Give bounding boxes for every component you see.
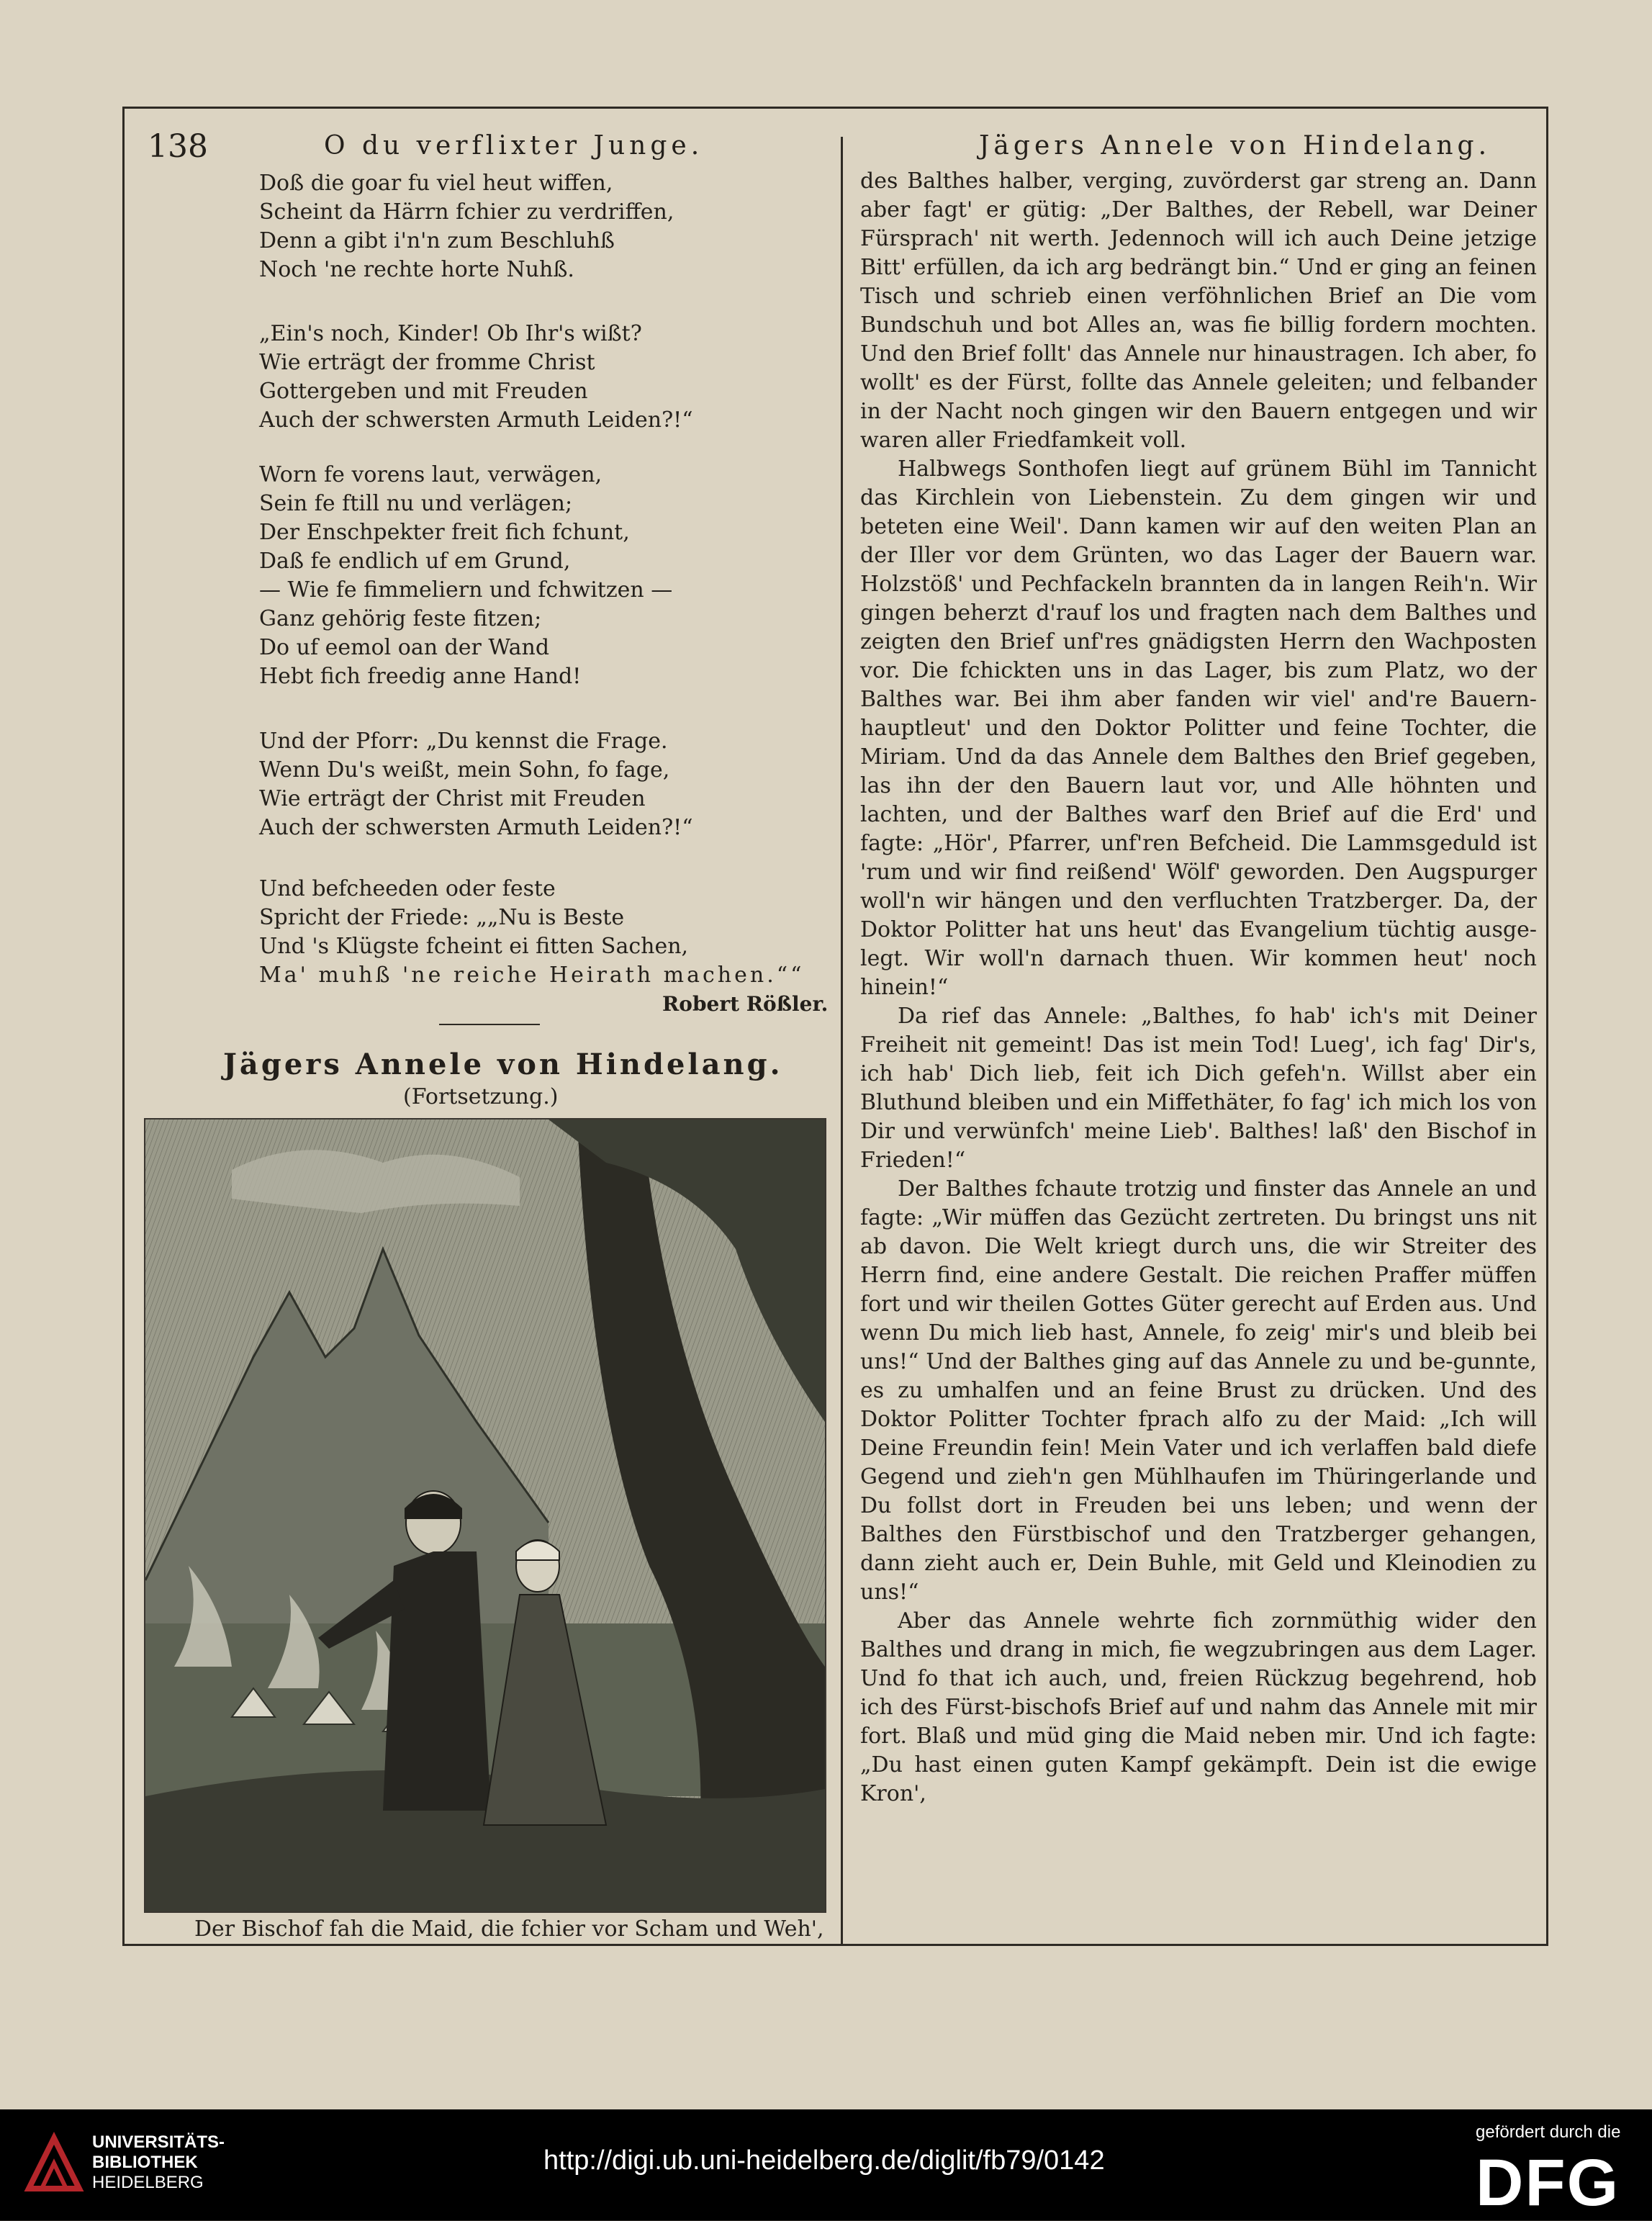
poem-line: Wenn Du's weißt, mein Sohn, fo fage,	[259, 757, 670, 783]
poem-stanza-5	[259, 875, 828, 990]
poem-line: Doß die goar fu viel heut wiffen,	[259, 171, 613, 196]
poem-line: Und 's Klügste fcheint ei fitten Sachen,	[259, 934, 689, 959]
paragraph: Da rief das Annele: „Balthes, fo hab' ich's mit Deiner Freiheit nit gemeint! Das ist mein Tod! Lueg', ich fag' Dir's, ich hab' Dich lieb, feit ich Dich gefeh'n. Willst aber ein Bluthund bleiben und ein Miffethäter, fo fag' ich mich los von Dir und verwünfch' meine Lieb'. Balthes! laß' den Bischof in Frieden!“	[860, 1004, 1537, 1173]
illustration-caption: Der Bischof fah die Maid, die fchier vor Scham und Weh',	[194, 1916, 824, 1942]
poem-line: Und befcheeden oder feste	[259, 876, 556, 901]
library-name-bold: UNIVERSITÄTS- BIBLIOTHEK	[92, 2132, 225, 2172]
right-running-header: Jägers Annele von Hindelang.	[979, 131, 1491, 161]
poem-line: „Ein's noch, Kinder! Ob Ihr's wißt?	[259, 321, 642, 346]
poem-line: Daß fe endlich uf em Grund,	[259, 549, 571, 574]
poem-line: Wie erträgt der fromme Christ	[259, 350, 595, 375]
library-name	[92, 2132, 225, 2193]
poem-stanza-2	[259, 320, 828, 435]
frame-left-rule	[122, 107, 125, 1946]
right-text-column	[860, 167, 1537, 1808]
poem-line: Gottergeben und mit Freuden	[259, 379, 588, 404]
library-city: HEIDELBERG	[92, 2173, 204, 2192]
left-running-header: O du verflixter Junge.	[324, 131, 704, 161]
footer-bar	[0, 2109, 1652, 2220]
poem-line: Auch der schwersten Armuth Leiden?!“	[259, 407, 693, 433]
poem-line: Der Enschpekter freit fich fchunt,	[259, 520, 630, 545]
frame-right-rule	[1546, 107, 1548, 1946]
paragraph: Aber das Annele wehrte fich zornmüthig wider den Balthes und drang in mich, fie wegzubringen aus dem Lager. Und fo that ich auch, und, freien Rückzug begehrend, hob ich des Fürst-bischofs Brief auf und nahm das Annele mit mir fort. Blaß und müd ging die Maid neben mir. Und ich fagte: „Du hast einen guten Kampf gekämpft. Dein ist die ewige Kron',	[860, 1608, 1537, 1806]
paragraph: des Balthes halber, verging, zuvörderst gar streng an. Dann aber fagt' er gütig: „Der Balthes, der Rebell, war Deiner Fürsprach' nit werth. Jedennoch will ich auch Deine jetzige Bitt' erfüllen, da ich arg bedrängt bin.“ Und er ging an feinen Tisch und schrieb einen verföhnlichen Brief an Die vom Bundschuh und bot Alles an, was fie billig fordern mochten. Und den Brief follt' das Annele nur hinaustragen. Ich aber, fo wollt' es der Fürst, follte das Annele geleiten; und felbander in der Nacht noch gingen wir den Bauern entgegen und wir waren aller Friedfamkeit voll.	[860, 168, 1537, 453]
permalink-url[interactable]: http://digi.ub.uni-heidelberg.de/diglit/fb79/0142	[543, 2145, 1105, 2176]
poem-line: Ma' muhß 'ne reiche Heirath machen.““	[259, 963, 805, 988]
sponsor-label: gefördert durch die	[1476, 2122, 1621, 2142]
page-number: 138	[148, 128, 208, 165]
frame-bottom-rule	[122, 1944, 1548, 1946]
poem-line: Spricht der Friede: „„Nu is Beste	[259, 905, 625, 930]
university-library-logo-icon	[22, 2131, 86, 2196]
poem-line: Noch 'ne rechte horte Nuhß.	[259, 257, 574, 282]
poem-author: Robert Rößler.	[662, 992, 829, 1016]
article-subtitle: (Fortsetzung.)	[403, 1084, 559, 1109]
poem-line: Hebt fich freedig anne Hand!	[259, 664, 582, 689]
paragraph: Halbwegs Sonthofen liegt auf grünem Bühl im Tannicht das Kirchlein von Liebenstein. Zu dem gingen wir und beteten eine Weil'. Dann kamen wir auf den weiten Plan an der Iller vor dem Grünten, wo das Lager der Bauern war. Holzstöß' und Pechfackeln brannten da in langen Reih'n. Wir gingen beherzt d'rauf los und fragten nach dem Balthes und zeigten den Brief unf'res gnädigsten Herrn den Wachposten vor. Die fchickten uns in das Lager, bis zum Platz, wo der Balthes war. Bei ihm aber fanden wir viel' and're Bauern-hauptleut' und den Doktor Politter und feine Tochter, die Miriam. Und da das Annele dem Balthes den Brief gegeben, las ihn der den Bauern laut vor, und Alle höhnten und lachten, und der Balthes warf den Brief auf die Erd' und fagte: „Hör', Pfarrer, unf'ren Befcheid. Die Lammsgeduld ist 'rum und wir find reißend' Wölf' geworden. Den Augspurger woll'n wir hängen und den verfluchten Tratzberger. Da, der Doktor Politter hat uns heut' das Evangelium tüchtig ausge-legt. Wir woll'n darnach thuen. Wir kommen heut' noch hinein!“	[860, 456, 1537, 1000]
article-title: Jägers Annele von Hindelang.	[223, 1048, 783, 1081]
poem-line: Sein fe ftill nu und verlägen;	[259, 491, 573, 516]
poem-line: Und der Pforr: „Du kennst die Frage.	[259, 729, 668, 754]
poem-line: Denn a gibt i'n'n zum Beschluhß	[259, 228, 615, 253]
frame-top-rule	[122, 107, 1548, 109]
paragraph: Der Balthes fchaute trotzig und finster das Annele an und fagte: „Wir müffen das Gezücht zertreten. Du bringst uns nit ab davon. Die Welt kriegt durch uns, die wir Streiter des Herrn find, eine andere Gestalt. Die reichen Praffer müffen fort und wir theilen Gottes Güter gerecht auf Erden aus. Und wenn Du mich lieb hast, Annele, fo zeig' mir's und bleib bei uns!“ Und der Balthes ging auf das Annele zu und be-gunnte, es zu umhalfen und an feine Brust zu drücken. Und des Doktor Politter Tochter fprach alfo zu der Maid: „Ich will Deine Freundin fein! Mein Vater und ich verlaffen bald diefe Gegend und zieh'n gen Mühlhaufen im Thüringerlande und Du follst dort in Freuden bei uns leben; und wenn der Balthes den Fürstbischof und den Tratzberger gehangen, dann zieht auch er, Dein Buhle, mit Geld und Kleinodien zu uns!“	[860, 1176, 1537, 1605]
poem-line: Do uf eemol oan der Wand	[259, 635, 550, 660]
engraving-scene	[145, 1119, 825, 1911]
poem-line: — Wie fe fimmeliern und fchwitzen —	[259, 577, 673, 603]
poem-stanza-1	[259, 169, 828, 284]
engraving-illustration	[144, 1118, 826, 1913]
poem-line: Wie erträgt der Christ mit Freuden	[259, 786, 646, 811]
poem-line: Ganz gehörig feste fitzen;	[259, 606, 542, 631]
column-divider	[841, 137, 843, 1944]
poem-line: Auch der schwersten Armuth Leiden?!“	[259, 815, 693, 840]
poem-line: Scheint da Härrn fchier zu verdriffen,	[259, 199, 674, 225]
poem-stanza-3	[259, 461, 828, 691]
poem-stanza-4	[259, 727, 828, 842]
poem-end-rule	[439, 1024, 540, 1025]
poem-line: Worn fe vorens laut, verwägen,	[259, 462, 602, 487]
dfg-logo: DFG	[1476, 2146, 1620, 2220]
